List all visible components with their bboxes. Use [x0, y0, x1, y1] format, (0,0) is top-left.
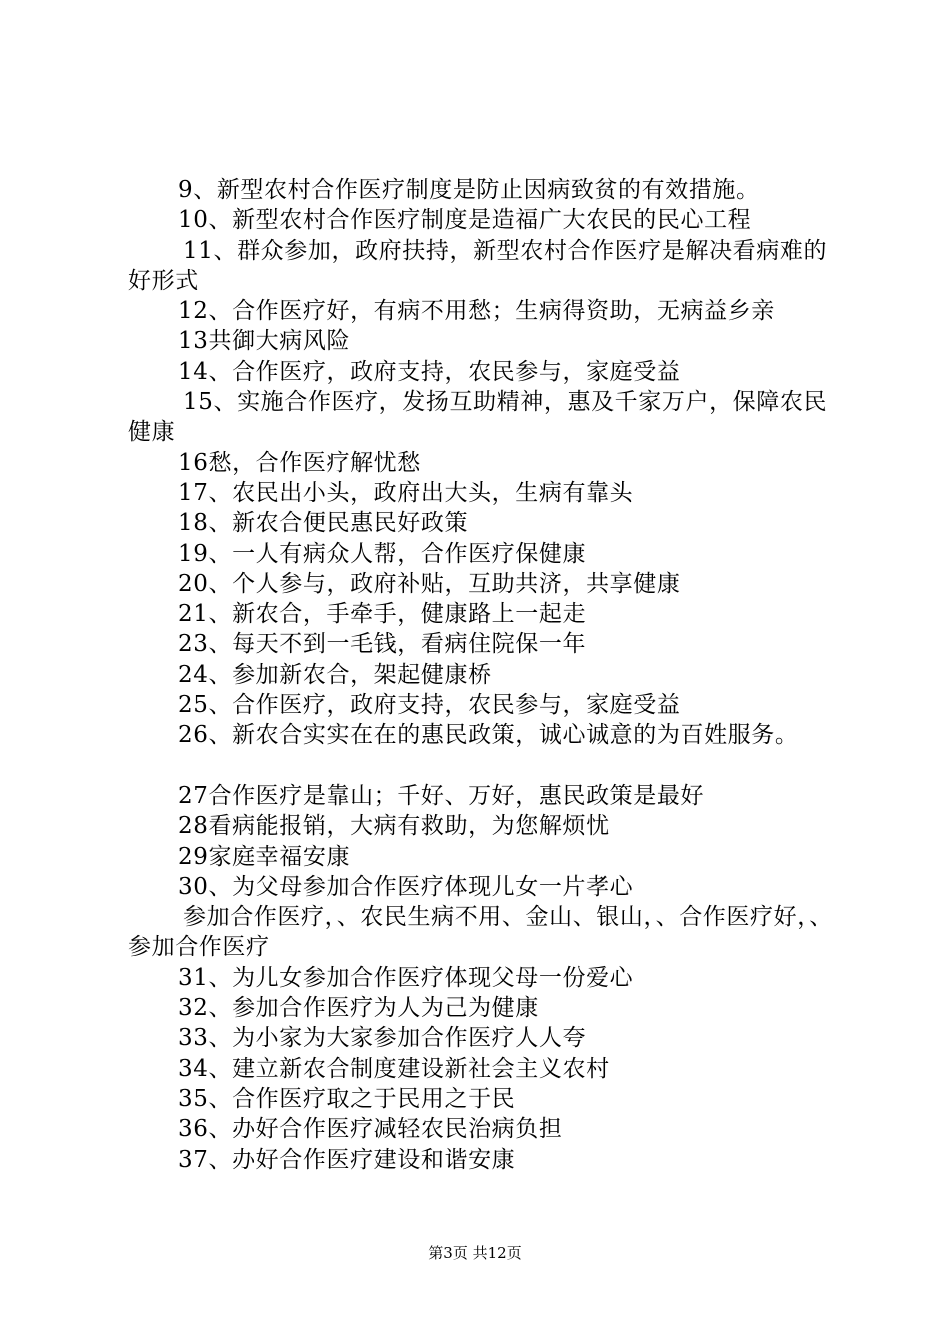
slogan-line-20: 20、个人参与，政府补贴，互助共济，共享健康 — [178, 570, 681, 597]
slogan-line-29: 29家庭幸福安康 — [178, 843, 351, 870]
slogan-line-21: 21、新农合，手牵手，健康路上一起走 — [178, 601, 587, 628]
slogan-line-27: 27合作医疗是靠山；千好、万好，惠民政策是最好 — [178, 782, 705, 809]
slogan-line-11: 11、群众参加，政府扶持，新型农村合作医疗是解决看病难的好形式 — [128, 237, 828, 294]
slogan-line-23: 23、每天不到一毛钱，看病住院保一年 — [178, 631, 587, 658]
slogan-line-34: 34、建立新农合制度建设新社会主义农村 — [178, 1055, 610, 1082]
slogan-line-35: 35、合作医疗取之于民用之于民 — [178, 1085, 516, 1112]
slogan-line-13: 13共御大病风险 — [178, 328, 351, 355]
slogan-line-18: 18、新农合便民惠民好政策 — [178, 510, 469, 537]
slogan-line-28: 28看病能报销，大病有救助，为您解烦忧 — [178, 813, 610, 840]
slogan-line-36: 36、办好合作医疗减轻农民治病负担 — [178, 1116, 563, 1143]
slogan-line-10: 10、新型农村合作医疗制度是造福广大农民的民心工程 — [178, 207, 752, 234]
slogan-line-25: 25、合作医疗，政府支持，农民参与，家庭受益 — [178, 692, 681, 719]
slogan-line-30: 30、为父母参加合作医疗体现儿女一片孝心 — [178, 873, 634, 900]
slogan-line-14: 14、合作医疗，政府支持，农民参与，家庭受益 — [178, 358, 681, 385]
slogan-line-17: 17、农民出小头，政府出大头，生病有靠头 — [178, 479, 634, 506]
slogan-line-join: 参加合作医疗，、农民生病不用、金山、银山，、合作医疗好，、参加合作医疗 — [128, 904, 833, 961]
document-body — [128, 175, 850, 1175]
slogan-line-31: 31、为儿女参加合作医疗体现父母一份爱心 — [178, 964, 634, 991]
slogan-line-37: 37、办好合作医疗建设和谐安康 — [178, 1146, 516, 1173]
slogan-line-24: 24、参加新农合，架起健康桥 — [178, 661, 492, 688]
slogan-line-33: 33、为小家为大家参加合作医疗人人夸 — [178, 1025, 587, 1052]
slogan-line-19: 19、一人有病众人帮，合作医疗保健康 — [178, 540, 587, 567]
slogan-line-9: 9、新型农村合作医疗制度是防止因病致贫的有效措施。 — [178, 177, 760, 203]
page-footer: 第3页 共12页 — [428, 1244, 522, 1262]
slogan-line-26: 26、新农合实实在在的惠民政策，诚心诚意的为百姓服务。 — [178, 722, 799, 749]
slogan-line-16: 16愁，合作医疗解忧愁 — [178, 449, 421, 476]
slogan-line-32: 32、参加合作医疗为人为己为健康 — [178, 995, 539, 1022]
slogan-line-15: 15、实施合作医疗，发扬互助精神，惠及千家万户，保障农民健康 — [128, 389, 828, 446]
slogan-line-12: 12、合作医疗好，有病不用愁；生病得资助，无病益乡亲 — [178, 298, 775, 325]
